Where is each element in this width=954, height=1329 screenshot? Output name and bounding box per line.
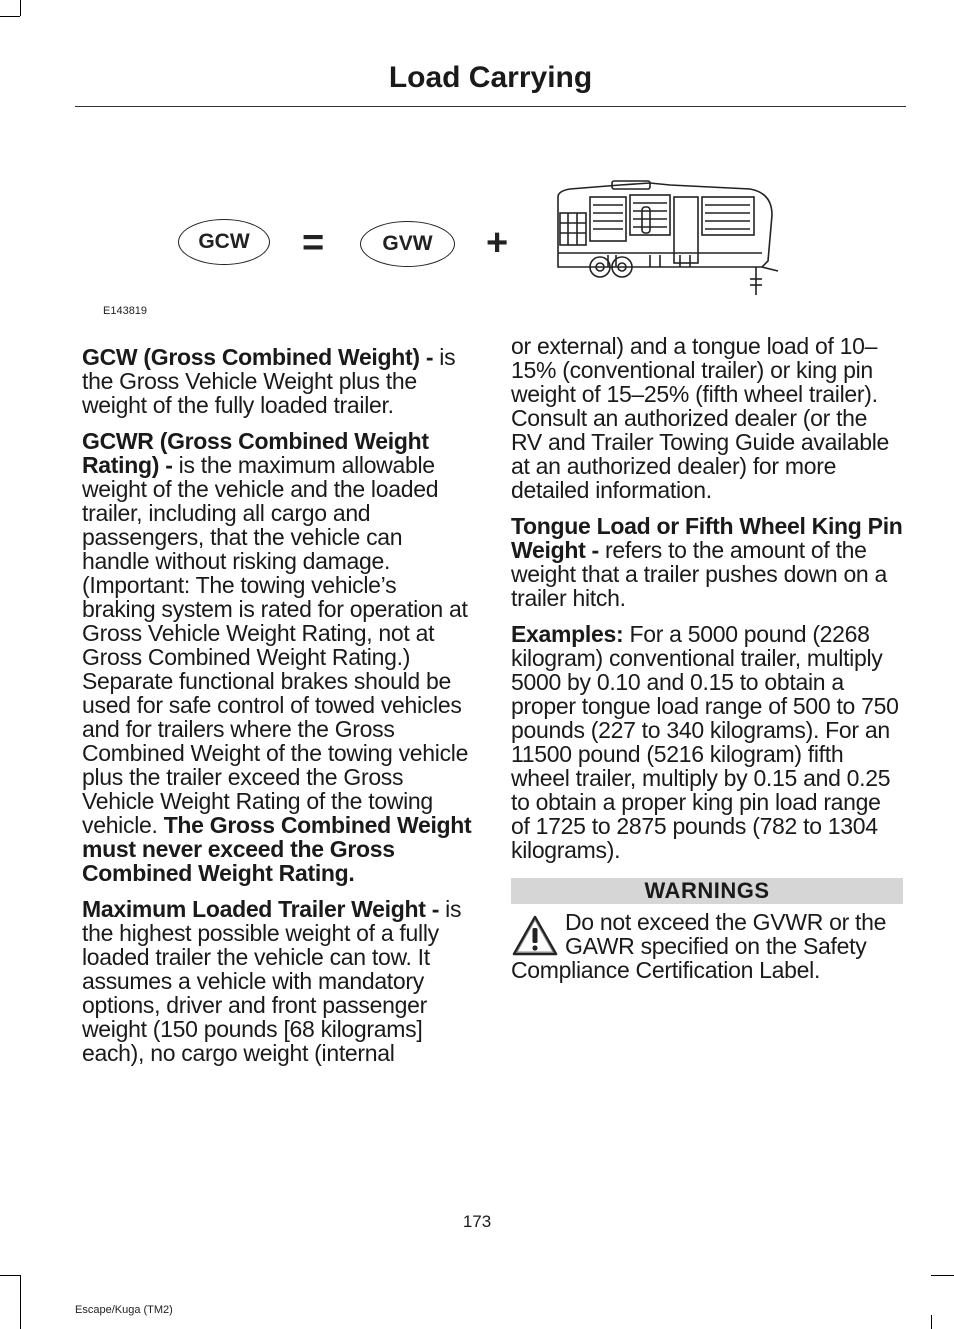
crop-mark [20,0,21,16]
crop-mark [0,16,20,17]
term: Examples: [511,621,624,647]
emphasis-text: The Gross Combined Weight must never exceed the Gross Combined Weight Rating. [82,812,472,886]
definition-text: is the Gross Vehicle Weight plus the weight of the fully loaded trailer. [82,344,456,418]
examples-text: For a 5000 pound (2268 kilogram) conventional trailer, multiply 5000 by 0.10 and 0.15 to obtain a proper tongue load range of 500 to 750 pounds (227 to 340 kilograms). For an 11500 pound (5216 kilogram) fifth wheel trailer, multiply by 0.15 and 0.25 to obtain a proper king pin load range of 1725 to 2875 pounds (782 to 1304 kilograms). [511,621,899,863]
crop-mark [931,1275,954,1276]
page-number: 173 [462,1212,492,1231]
travel-trailer-icon [550,175,780,300]
figure-code: E143819 [103,305,148,317]
definition-text: is the highest possible weight of a fully loaded trailer the vehicle can tow. It assumes a vehicle with mandatory options, driver and front passenger weight (150 pounds [68 kilograms] each), no cargo weight (internal [82,896,462,1066]
examples-paragraph [511,622,903,862]
warning-text: Do not exceed the GVWR or the GAWR specified on the Safety Compliance Certification Label. [511,909,887,983]
gvw-oval: GVW [360,221,455,267]
warning-triangle-icon [511,914,559,958]
left-column [82,345,474,1077]
term: GCWR (Gross Combined Weight Rating) - [82,428,429,478]
max-trailer-weight-definition [82,897,474,1065]
crop-mark [931,1315,932,1329]
term: Tongue Load or Fifth Wheel King Pin Weight - [511,513,903,563]
crop-mark [0,1275,20,1276]
gcw-definition [82,345,474,417]
gcw-equation-figure [170,175,790,300]
term: GCW (Gross Combined Weight) - [82,344,434,370]
gcw-oval: GCW [178,219,270,265]
warning-block [511,910,903,982]
footer-model: Escape/Kuga (TM2) [75,1304,173,1316]
plus-sign: + [486,222,509,264]
tongue-load-continuation: or external) and a tongue load of 10–15% (conventional trailer) or king pin weight of 15–25% (fifth wheel trailer). Consult an authorized dealer (or the RV and Trailer Towing Guide available at an authorized dealer) for more detailed information. [511,333,890,503]
definition-text: is the maximum allowable weight of the vehicle and the loaded trailer, including all cargo and passengers, that the vehicle can handle without risking damage. (Important: The towing vehicle’s braking system is rated for operation at Gross Vehicle Weight Rating, not at Gross Combined Weight Rating.) Separate functional brakes should be used for safe control of towed vehicles and for trailers where the Gross Combined Weight of the towing vehicle plus the trailer exceed the Gross Vehicle Weight Rating of the towing vehicle. [82,452,469,838]
title-divider [75,106,906,107]
crop-mark [20,1275,21,1329]
right-column [511,334,903,982]
tongue-load-definition [511,514,903,610]
definition-text: refers to the amount of the weight that a trailer pushes down on a trailer hitch. [511,537,888,611]
page-title: Load Carrying [388,61,593,94]
term: Maximum Loaded Trailer Weight - [82,896,440,922]
equals-sign: = [302,222,325,264]
warnings-heading: WARNINGS [511,878,903,904]
gcwr-definition [82,429,474,885]
